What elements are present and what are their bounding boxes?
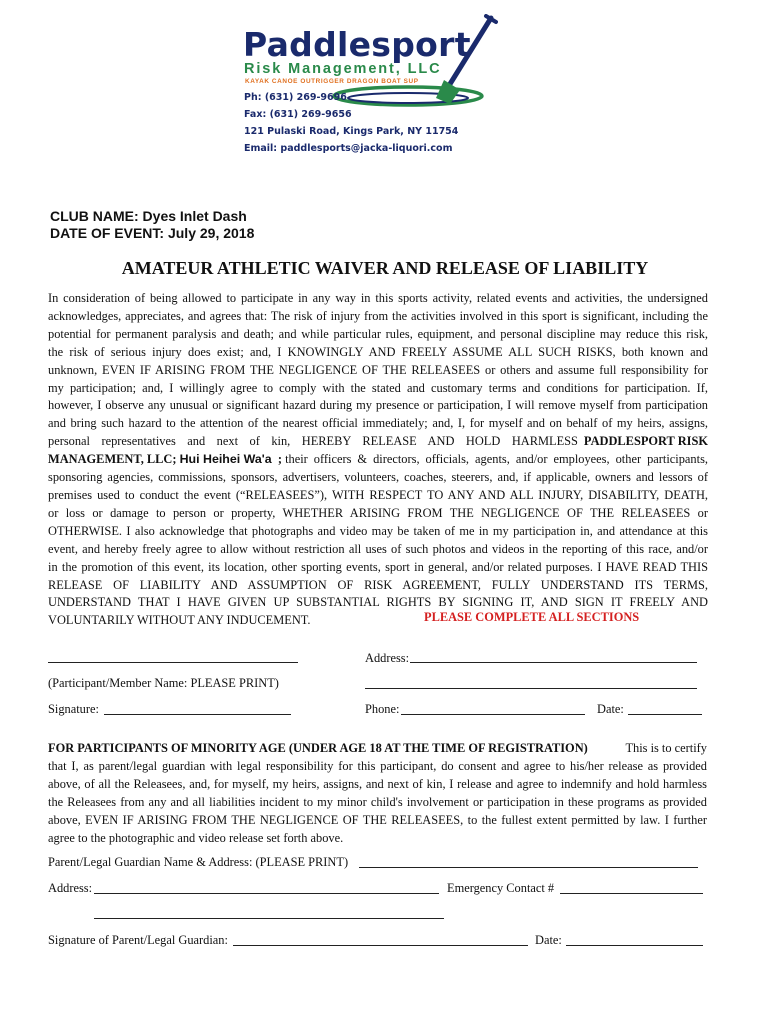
minor-line <box>48 830 707 848</box>
contact-phone: Ph: (631) 269-9696 <box>244 92 347 103</box>
waiver-line: OTHERWISE. I also acknowledge that photographs and video may be taken of me in my participation in, and attendance at this <box>48 523 708 538</box>
minor-line-text: This is to certify <box>625 741 707 755</box>
waiver-line-text: personal representatives and next of kin, HEREBY RELEASE AND HOLD HARMLESS <box>48 434 578 449</box>
phone-label: Phone: <box>365 702 400 716</box>
waiver-line-text: their officers & directors, officials, agents, and/or employees, other participants, <box>285 452 708 467</box>
contact-email[interactable]: Email: paddlesports@jacka-liquori.com <box>244 143 453 154</box>
minor-line: above, of all the Releasees, and, for myself, my heirs, assigns, and next of kin, I release and agree to indemnify and hold harmless <box>48 776 707 791</box>
waiver-line: in the promotion of this event, its location, other sporting events, sport in general, and/or related purposes. I HAVE READ THIS <box>48 559 708 574</box>
address-label: Address: <box>365 651 410 665</box>
signature-label: Signature: <box>48 702 99 716</box>
logo-tagline: KAYAK CANOE OUTRIGGER DRAGON BOAT SUP <box>245 78 419 85</box>
minor-line: the Releasees from any and all liabilities incident to my minor child's involvement or participation in these programs as provided <box>48 794 707 809</box>
participant-name-field[interactable] <box>48 662 298 663</box>
waiver-line: event, and hereby freely agree to allow without restriction all uses of such photos and videos in the reporting of this race, and/or <box>48 541 708 556</box>
logo-title: Paddlesport <box>243 25 471 64</box>
address-field-line2[interactable] <box>365 688 697 689</box>
minor-line <box>48 740 707 758</box>
waiver-line: sponsoring agencies, commissions, sponsors, advertisers, volunteers, coaches, steerers, and, if applicable, owners and lessors of <box>48 470 708 485</box>
address-field[interactable] <box>410 662 697 663</box>
waiver-paragraph <box>48 290 708 630</box>
guardian-signature-label: Signature of Parent/Legal Guardian: <box>48 933 228 947</box>
guardian-name-field[interactable] <box>359 867 698 868</box>
waiver-line <box>48 433 708 451</box>
date-label: Date: <box>597 702 624 716</box>
waiver-line: In consideration of being allowed to participate in any way in this sports activity, related events and activities, the undersigned <box>48 291 708 305</box>
date-field[interactable] <box>628 714 702 715</box>
waiver-line: UNDERSTAND THAT I HAVE GIVEN UP SUBSTANTIAL RIGHTS BY SIGNING IT, AND SIGN IT FREELY AND <box>48 595 708 610</box>
guardian-address-label: Address: <box>48 881 93 895</box>
guardian-name-address-label: Parent/Legal Guardian Name & Address: (PLEASE PRINT) <box>48 855 349 869</box>
minor-paragraph <box>48 740 707 847</box>
event-date: DATE OF EVENT: July 29, 2018 <box>50 225 255 241</box>
document-title: AMATEUR ATHLETIC WAIVER AND RELEASE OF LIABILITY <box>121 258 649 278</box>
waiver-line: acknowledges, appreciates, and agrees that: The risk of injury from the activities involved in this sport is significant, including the <box>48 308 708 323</box>
minor-line: that I, as parent/legal guardian with legal responsibility for this participant, do consent and agree to his/her release as provided <box>48 758 707 773</box>
guardian-address-field-line2[interactable] <box>94 918 444 919</box>
waiver-line-text: VOLUNTARILY WITHOUT ANY INDUCEMENT. <box>48 613 311 628</box>
waiver-line: RELEASE OF LIABILITY AND ASSUMPTION OF RISK AGREEMENT, FULLY UNDERSTAND ITS TERMS, <box>48 577 708 592</box>
club-name: CLUB NAME: Dyes Inlet Dash <box>50 208 247 224</box>
complete-all-sections-notice: PLEASE COMPLETE ALL SECTIONS <box>424 610 640 624</box>
minor-line: above, EVEN IF ARISING FROM THE NEGLIGENCE OF THE RELEASEES, to the fullest extent permitted by law. I further <box>48 812 707 827</box>
guardian-date-field[interactable] <box>566 945 703 946</box>
guardian-signature-field[interactable] <box>233 945 528 946</box>
waiver-line: and bring such hazard to the attention of the nearest official immediately; and, I, for myself and on behalf of my heirs, assigns, <box>48 416 708 431</box>
participant-name-label: (Participant/Member Name: PLEASE PRINT) <box>48 676 279 690</box>
waiver-line <box>48 451 708 469</box>
phone-field[interactable] <box>401 714 585 715</box>
signature-field[interactable] <box>104 714 291 715</box>
waiver-line: however, I observe any unusual or significant hazard during my presence or participation, I will remove myself from participation <box>48 398 708 413</box>
semicolon: ; <box>277 452 282 467</box>
minor-line-text: agree to the photographic and video release set forth above. <box>48 830 344 845</box>
waiver-line: my participation; and, I willingly agree to comply with the stated and customary terms and conditions for participation. If, <box>48 380 708 395</box>
waiver-line: potential for permanent paralysis and death; and while particular rules, equipment, and personal discipline may reduce this risk, <box>48 326 708 341</box>
releasee-company: PADDLESPORT RISK <box>583 434 708 449</box>
logo-subtitle: Risk Management, LLC <box>244 61 442 77</box>
minor-heading: FOR PARTICIPANTS OF MINORITY AGE (UNDER AGE 18 AT THE TIME OF REGISTRATION) <box>48 741 588 755</box>
releasee-club: Hui Heihei Wa'a <box>179 452 272 467</box>
guardian-date-label: Date: <box>535 933 562 947</box>
contact-fax: Fax: (631) 269-9656 <box>244 109 352 120</box>
emergency-contact-label: Emergency Contact # <box>447 881 555 895</box>
contact-address: 121 Pulaski Road, Kings Park, NY 11754 <box>244 126 459 137</box>
waiver-line: or loss or damage to person or property, WHETHER ARISING FROM THE NEGLIGENCE OF THE RELEASEES or <box>48 505 708 520</box>
guardian-address-field[interactable] <box>94 893 439 894</box>
releasee-company-cont: MANAGEMENT, LLC; <box>48 452 177 467</box>
waiver-line: unknown, EVEN IF ARISING FROM THE NEGLIGENCE OF THE RELEASEES or others and assume full responsibility for <box>48 362 708 377</box>
emergency-contact-field[interactable] <box>560 893 703 894</box>
waiver-line: premises used to conduct the event (“RELEASEES”), WITH RESPECT TO ANY AND ALL INJURY, DISABILITY, DEATH, <box>48 487 708 502</box>
waiver-line: the risk of serious injury does exist; and, I KNOWINGLY AND FREELY ASSUME ALL SUCH RISKS, both known and <box>48 344 708 359</box>
